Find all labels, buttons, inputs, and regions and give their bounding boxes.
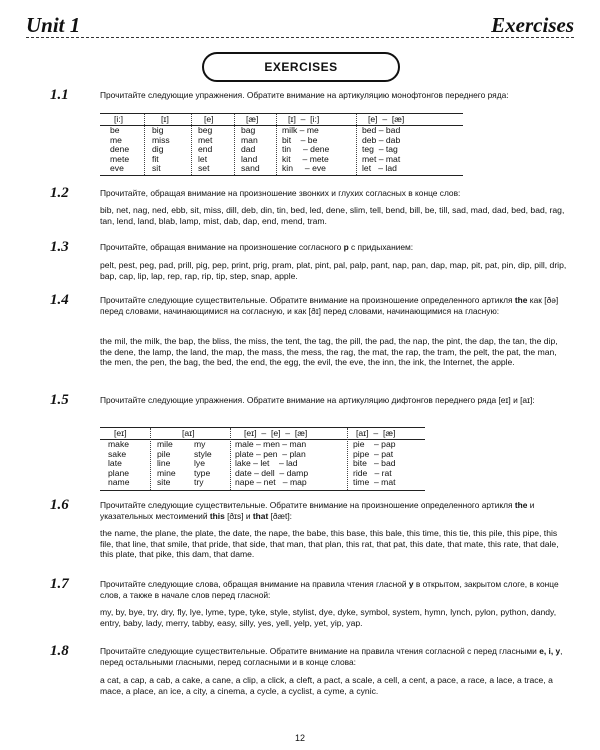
exercise-number-1-8: 1.8 xyxy=(50,643,69,659)
table-header: [ɪ] xyxy=(161,114,169,124)
page-header xyxy=(26,13,574,35)
table-header: [e] – [æ] xyxy=(368,114,405,124)
exercise-text-1-7: my, by, bye, try, dry, fly, lye, lyme, type, tyke, style, stylist, dye, dyke, symbol, system, hymn, lynch, pylon, python, dandy, entry, baby, lady, merry, tabby, easy, silly, yes, yell, yelp, yet, yip, yap. xyxy=(100,607,557,628)
table-column: milk – me bit – be tin – dene kit – mete kin – eve xyxy=(282,125,330,174)
table-header: [aɪ] – [æ] xyxy=(356,428,396,438)
table-column: mile pile line mine site xyxy=(157,439,176,488)
exercise-instruction-1-6: Прочитайте следующие существительные. Обратите внимание на произношение определенного артикля the и указательных местоимений this [ðɪs] и that [ðæt]: xyxy=(100,500,535,521)
table-header: [ɪ] – [i:] xyxy=(288,114,320,124)
exercise-number-1-5: 1.5 xyxy=(50,392,69,408)
exercise-instruction-1-4: Прочитайте следующие существительные. Обратите внимание на произношение определенного артикля the как [ðə] перед словами, начинающимися на согласную, и как [ðɪ] перед словами, начинающимися на гласную: xyxy=(100,295,559,316)
page-number: 12 xyxy=(294,733,305,743)
exercise-instruction-1-5: Прочитайте следующие упражнения. Обратите внимание на артикуляцию дифтонгов переднего ряда [eɪ] и [aɪ]: xyxy=(100,395,535,405)
table-header: [eɪ] xyxy=(114,428,127,438)
exercise-number-1-4: 1.4 xyxy=(50,292,69,308)
exercise-instruction-1-1: Прочитайте следующие упражнения. Обратите внимание на артикуляцию монофтонгов переднего ряда: xyxy=(100,90,509,100)
table-header: [aɪ] xyxy=(182,428,195,438)
table-header: [e] xyxy=(204,114,214,124)
exercise-text-1-6: the name, the plane, the plate, the date, the nape, the babe, this base, this bale, this time, this tie, this pile, this pipe, this file, that line, that smile, that pride, that side, that man, that plan, this rat, that pat, this date, that mate, this rate, that dale, this plate, that pike, this dam, that dame. xyxy=(100,528,559,559)
table-column: big miss dig fit sit xyxy=(152,125,170,174)
table-header: [eɪ] – [e] – [æ] xyxy=(244,428,308,438)
table-column: make sake late plane name xyxy=(108,439,130,488)
table-column: male – men – man plate – pen – plan lake – let – lad date – dell – damp nape – net – map xyxy=(235,439,309,488)
exercise-number-1-3: 1.3 xyxy=(50,239,69,255)
exercise-instruction-1-2: Прочитайте, обращая внимание на произношение звонких и глухих согласных в конце слов: xyxy=(100,188,461,198)
exercise-number-1-7: 1.7 xyxy=(50,576,69,592)
table-header: [æ] xyxy=(246,114,259,124)
exercise-number-1-6: 1.6 xyxy=(50,497,69,513)
exercise-text-1-3: pelt, pest, peg, pad, prill, pig, pep, print, prig, pram, plat, pint, pal, palp, pant, nap, pan, dap, map, pit, pat, pin, dip, pill, drip, bap, cap, lip, lap, rep, rap, rip, tip, step, snap, apple. xyxy=(100,260,567,281)
phonetics-table-1-5 xyxy=(100,427,425,491)
table-column: beg met end let set xyxy=(198,125,213,174)
exercise-text-1-8: a cat, a cap, a cab, a cake, a cane, a clip, a click, a cleft, a pact, a scale, a cell, a cent, a pace, a race, a lace, a trace, a mace, a place, an ice, a city, a cinema, a cycle, a cyclist, a cyme, a cynic. xyxy=(100,675,553,696)
table-column: pie – pap pipe – pat bite – bad ride – rat time – mat xyxy=(353,439,396,488)
exercise-instruction-1-7: Прочитайте следующие слова, обращая внимание на правила чтения гласной у в открытом, закрытом слоге, в конце слов, а также в начале слов перед гласной: xyxy=(100,579,559,600)
exercise-text-1-2: bib, net, nag, ned, ebb, sit, miss, dill, deb, din, tin, bed, led, dene, slim, tell, bend, bill, be, till, sad, mad, dad, bed, bad, rag, tan, lend, land, blab, lamp, mist, dab, dap, end, mend, tram. xyxy=(100,205,565,226)
table-column: be me dene mete eve xyxy=(110,125,130,174)
exercise-instruction-1-3: Прочитайте, обращая внимание на произношение согласного p с придыханием: xyxy=(100,242,414,252)
exercise-number-1-1: 1.1 xyxy=(50,87,69,103)
table-column: bag man dad land sand xyxy=(241,125,260,174)
exercises-banner: EXERCISES xyxy=(202,52,400,82)
exercise-number-1-2: 1.2 xyxy=(50,185,69,201)
exercise-instruction-1-8: Прочитайте следующие существительные. Обратите внимание на правила чтения согласной с перед гласными e, i, y, перед остальными гласными, перед согласными и в конце слова: xyxy=(100,646,563,667)
section-title: Exercises xyxy=(491,13,574,37)
phonetics-table-1-1 xyxy=(100,113,463,176)
unit-title: Unit 1 xyxy=(26,13,81,37)
table-column: my style lye type try xyxy=(194,439,212,488)
table-header: [i:] xyxy=(114,114,124,124)
exercise-text-1-4: the mil, the milk, the bap, the bliss, the miss, the tent, the tag, the pill, the pad, the nap, the pint, the dap, the tan, the dip, the dene, the lamp, the land, the map, the mass, the mess, the rag, the mat, the rap, the tram, the pelt, the pat, the man, the men, the pen, the bag, the bed, the end, the egg, the evil, the eve, the inn, the ink, the Internet, the apple. xyxy=(100,336,558,367)
header-divider xyxy=(26,37,574,38)
table-column: bed – bad deb – dab teg – tag met – mat let – lad xyxy=(362,125,401,174)
